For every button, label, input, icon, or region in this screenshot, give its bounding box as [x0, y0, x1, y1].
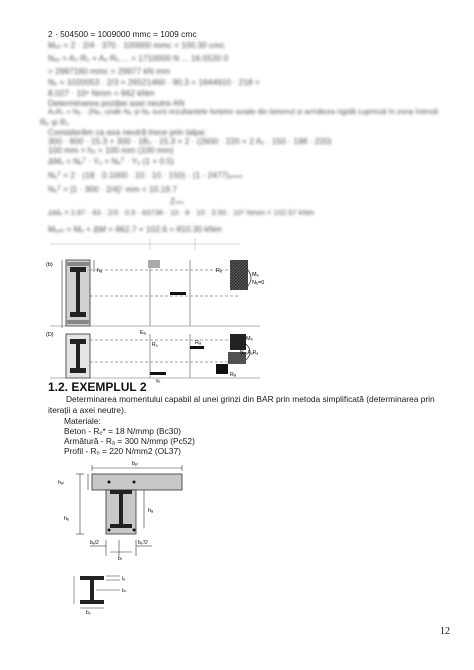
calc-line: Nₑₓ = Aₛ·Rₛ + Aₑ·Rₑ ... = 1710000 N ... 16.5520 0 [48, 53, 229, 63]
calc-line: Nₑᵀ = 2 · (18 · 0.1000 · 10 · 10 · 150) · (1 - 2477)ₒₘₘ [48, 170, 243, 180]
calc-line: Mₓₕ = 2 · 2/4 · 370 · 100000 mmc = 100.30 cmc [48, 40, 225, 50]
material-item: Profil - Rₑ = 220 N/mm2 (OL37) [64, 446, 181, 456]
calc-line: 100 mm > hₑ = 100 mm (100 mm) [48, 145, 174, 155]
steel-web [119, 494, 123, 524]
calc-line: Nₑ = 1020053 · 2/3 = 26521460 · 90.3 = 1644910 · 218 = [48, 77, 260, 87]
label-panel-d: (D) [46, 332, 54, 338]
calc-line: ΔMₑ = 2.87 · 83 · 2/3 · 0.5 · 63736 · 10 · 8 · 10 · 3.50 · 10⁶ Nmm = 102.57 kNm [48, 208, 315, 217]
calc-line: = 2997160 mmc = 29977 kN mm [48, 66, 170, 76]
label-bt: bₜ [118, 556, 123, 562]
calc-line: Determinarea poziției axei neutre AN [48, 98, 185, 108]
material-item: Beton - Rₑ* = 18 N/mmp (Bc30) [64, 426, 181, 436]
materials-heading: Materiale: [64, 416, 101, 426]
label-nc: Nₑ=0 [252, 280, 265, 286]
panel-d [46, 330, 260, 384]
calc-line: Zₙₘ [170, 196, 184, 206]
calc-line: Mₑₓₕ = Mₑ + ΔM = 862.7 + 102.6 = 810.30 kNm [48, 224, 222, 234]
composite-section-figure [40, 456, 200, 616]
section-number: 1.2. [48, 380, 69, 394]
panel-b [46, 260, 264, 328]
label-hpl: hₚₗ [58, 480, 65, 486]
calc-line: Considerăm ca axa neutră trece prin talpa: [48, 127, 207, 137]
intro-paragraph: Determinarea momentului capabil al unei grinzi din BAR prin metoda simplificată (determinarea prin iterații a axei neutre). [48, 394, 435, 415]
section-heading [48, 380, 147, 394]
label-panel-b: (b) [46, 262, 53, 268]
label-rt: Rₑ [216, 268, 223, 274]
stress-distribution-figure [40, 236, 280, 386]
material-item: Armătură - Rₐ = 300 N/mmp (Pc52) [64, 436, 195, 446]
label-tf: tₑ [122, 576, 126, 582]
detail-bottom-flange [80, 600, 104, 604]
label-md: Mₑ [246, 336, 253, 342]
label-rc: Rₐ [230, 372, 237, 378]
label-bhalf2: bₑ'/2 [138, 540, 148, 546]
label-ra-small: Rₐ [152, 342, 158, 348]
label-ha: hₐ [97, 268, 103, 274]
faint-strip [50, 238, 240, 250]
label-bo: bₒ [86, 610, 91, 616]
slab [92, 474, 182, 490]
label-bhalf: bₑ/2 [90, 540, 99, 546]
label-hc: hₑ [64, 516, 70, 522]
steel-bottom-flange [110, 524, 132, 528]
detail-flange [80, 576, 104, 580]
section-title: EXEMPLUL 2 [71, 380, 147, 394]
calc-line: 300 · 900 · 15.3 + 300 · 1Bₛ · 15.3 + 2 · (2600 · 220 + 2 Aₛ · 150 · 198 · 220) [48, 136, 332, 146]
label-ha-bottom: hₐ [148, 508, 154, 514]
page-number: 12 [440, 626, 450, 637]
label-ea: Eₐ [140, 330, 146, 336]
label-tw: tₘ [122, 588, 127, 594]
calc-line: AₛRₛ + Nₑ · 2Nₑ, unde Nₑ și Nₑ sunt rezultantele forțelor axiale din betonul și armătura rigidă cuprinsă în zona întinsă [48, 107, 438, 116]
label-rb: Rₐ [195, 340, 202, 346]
label-mc: Mₑ [252, 272, 259, 278]
detail-web [90, 580, 94, 600]
calc-line: 8.027 · 10⁶ Nmm = 662 kNm [48, 88, 155, 98]
steel-top-flange [110, 490, 132, 494]
calc-line: ΔMₑ = Nₑᵀ · Yₑ = Nₑᵀ · Yₑ (1 + 0.5) [48, 156, 175, 166]
top-formula: 2 · 504500 = 1009000 mmc = 1009 cmc [48, 29, 197, 39]
label-nd: Nₑ₂AₐRₐ [240, 350, 259, 356]
calc-line: Nₑᵀ = [1 · 300 · 2/4]⁷ mm = 10.19.7 [48, 184, 177, 194]
calc-line: Rₑ și Rₛ [40, 117, 70, 127]
label-yc: yₑ [156, 378, 161, 384]
label-bpl: bₚₗ [132, 461, 139, 467]
